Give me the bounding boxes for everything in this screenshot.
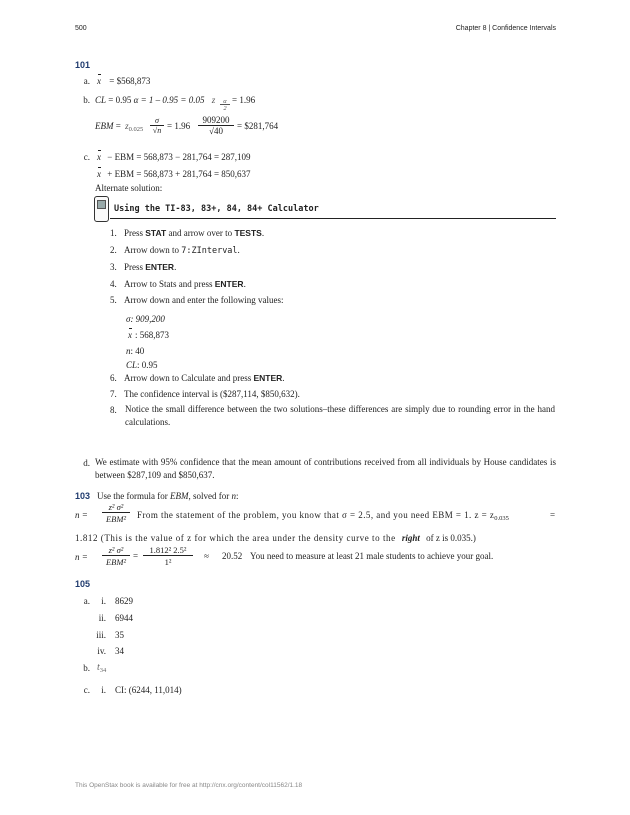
part-c-label: c. <box>83 152 90 162</box>
eq1-lhs: n = <box>75 510 88 520</box>
step-5: 5. Arrow down and enter the following values: <box>110 295 284 305</box>
part-d-label: d. <box>83 458 90 468</box>
p105-c-i-num: i. <box>101 685 106 695</box>
footer-text: This OpenStax book is available for free at http://cnx.org/content/col11562/1.18 <box>75 782 303 789</box>
calculator-title: Using the TI-83, 83+, 84, 84+ Calculator <box>114 204 319 214</box>
step-4: 4. Arrow to Stats and press ENTER. <box>110 279 246 289</box>
ebm-equation: EBM = $z_{0.025}$ <box>95 121 144 133</box>
p103-intro: Use the formula for EBM, solved for n: <box>97 491 239 501</box>
z-alpha-sub: α 2 <box>220 98 230 112</box>
step-2: 2. Arrow down to 7:ZInterval. <box>110 245 240 256</box>
eq2-equals: = <box>133 551 139 561</box>
ebm-mid: = 1.96 <box>167 121 191 131</box>
part-b-label: b. <box>83 95 90 105</box>
value-cl: CL: 0.95 <box>126 360 158 370</box>
p105-c-label: c. <box>83 685 90 695</box>
part-b-line1: CL = 0.95 α = 1 – 0.95 = 0.05 z <box>95 95 216 105</box>
sigma-over-root-n: σ √n <box>150 116 164 135</box>
calculator-icon <box>94 196 109 222</box>
p105-b-label: b. <box>83 663 90 673</box>
value-sigma: σ: 909,200 <box>126 314 165 324</box>
p105-a-iii-num: iii. <box>96 630 106 640</box>
page-number: 500 <box>75 25 87 32</box>
p103-text2: 1.812 (This is the value of z for which the area under the density curve to the right of z is 0.035.) <box>75 533 476 543</box>
eq1-fraction: z² σ² EBM² <box>102 502 130 525</box>
part-a-label: a. <box>83 76 90 86</box>
problem-number-103: 103 <box>75 491 91 501</box>
chapter-title: Chapter 8 | Confidence Intervals <box>455 25 556 32</box>
part-a-line: x = $568,873 <box>97 76 151 86</box>
p105-c-i-val: CI: (6244, 11,014) <box>115 685 182 695</box>
part-c-line2: x + EBM = 568,873 + 281,764 = 850,637 <box>97 169 251 179</box>
xbar-symbol: x <box>97 76 101 86</box>
p103-conclusion: You need to measure at least 21 male students to achieve your goal. <box>250 551 494 561</box>
ebm-result: = $281,764 <box>237 121 279 131</box>
step-1: 1. Press STAT and arrow over to TESTS. <box>110 228 265 238</box>
step-8: 8. <box>110 405 117 415</box>
p105-a-i-num: i. <box>101 596 106 606</box>
step-6: 6. Arrow down to Calculate and press ENTER. <box>110 373 285 383</box>
eq2-lhs: n = <box>75 552 88 562</box>
p105-a-iv-num: iv. <box>97 646 106 656</box>
step-3: 3. Press ENTER. <box>110 262 177 272</box>
part-c-line1: x − EBM = 568,873 − 281,764 = 287,109 <box>97 152 251 162</box>
value-xbar: x : 568,873 <box>128 330 170 340</box>
p105-a-ii-val: 6944 <box>115 613 133 623</box>
p103-text1-end: = <box>550 510 556 520</box>
p105-a-iv-val: 34 <box>115 646 124 656</box>
eq2-approx: ≈ <box>204 551 209 561</box>
p105-a-label: a. <box>83 596 90 606</box>
p103-text1: From the statement of the problem, you know that σ = 2.5, and you need EBM = 1. $z = z_{0.035}$ <box>137 510 509 522</box>
part-d-text: We estimate with 95% confidence that the mean amount of contributions received from all individuals by House candidates is between $287,109 and $850,637. <box>95 457 556 480</box>
z-value: = 1.96 <box>232 95 256 105</box>
p105-a-i-val: 8629 <box>115 596 133 606</box>
step-8-text: Notice the small difference between the two solutions–these differences are simply due to rounding error in the hand calculations. <box>125 404 555 427</box>
p105-b-value: $t_{34}$ <box>97 662 107 674</box>
p105-a-iii-val: 35 <box>115 630 124 640</box>
step-7: 7. The confidence interval is ($287,114, $850,632). <box>110 389 300 399</box>
calculator-rule <box>110 218 556 219</box>
eq2-fraction: z² σ² EBM² <box>102 545 130 568</box>
alternate-solution: Alternate solution: <box>95 183 163 193</box>
eq2-value: 20.52 <box>222 551 243 561</box>
problem-number-105: 105 <box>75 579 91 589</box>
problem-number-101: 101 <box>75 60 91 70</box>
ebm-fraction: 909200 √40 <box>198 115 234 137</box>
value-n: n: 40 <box>126 346 145 356</box>
p105-a-ii-num: ii. <box>98 613 106 623</box>
eq2-fraction2: 1.812² 2.5² 1² <box>143 545 193 568</box>
